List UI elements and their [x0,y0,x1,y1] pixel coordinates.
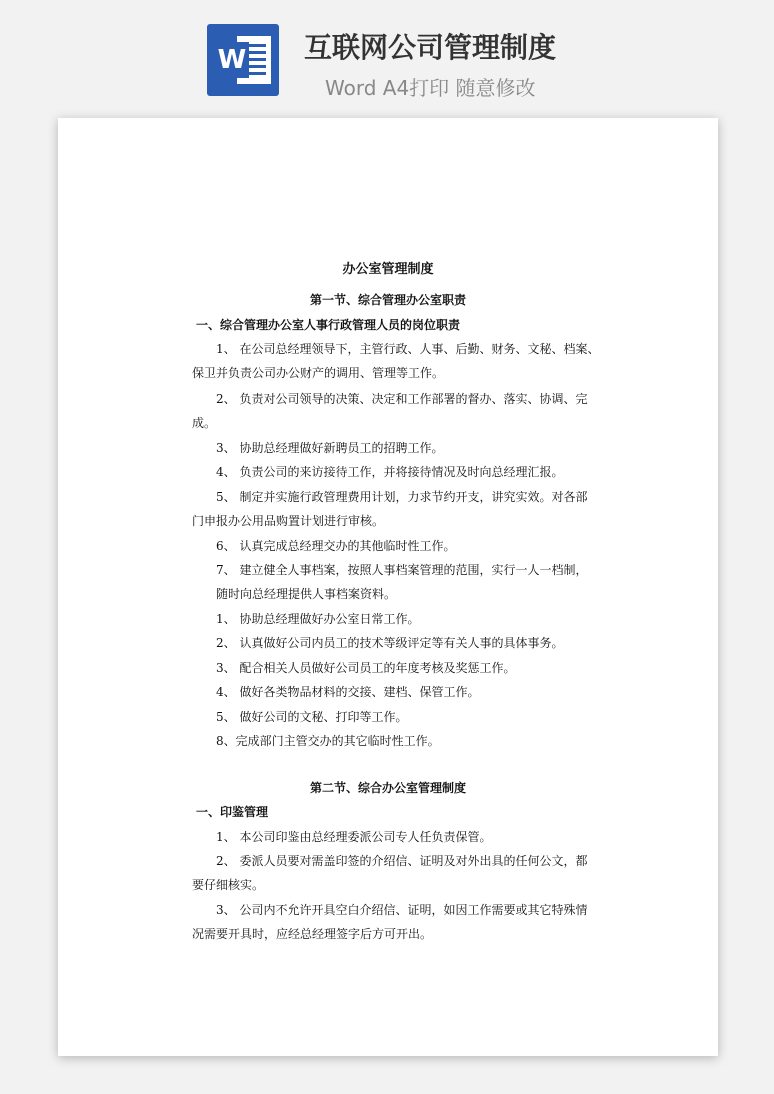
paragraph: 随时向总经理提供人事档案资料。 [216,587,397,601]
paragraph: 保卫并负责公司办公财产的调用、管理等工作。 [192,366,445,380]
paragraph: 8、完成部门主管交办的其它临时性工作。 [216,734,440,748]
page-title: 互联网公司管理制度 [304,31,557,64]
paragraph: 5、 制定并实施行政管理费用计划，力求节约开支，讲究实效。对各部 [216,490,588,504]
header [0,0,774,110]
document-content [58,118,718,1056]
paragraph: 2、 委派人员要对需盖印签的介绍信、证明及对外出具的任何公文，都 [216,854,588,868]
paragraph: 要仔细核实。 [192,878,265,892]
section-2-subheading: 一、印鉴管理 [196,805,269,819]
paragraph: 门申报办公用品购置计划进行审核。 [192,514,385,528]
paragraph: 2、 负责对公司领导的决策、决定和工作部署的督办、落实、协调、完 [216,392,588,406]
section-1-heading: 第一节、综合管理办公室职责 [309,293,466,307]
paragraph: 4、 负责公司的来访接待工作，并将接待情况及时向总经理汇报。 [216,465,564,479]
paragraph: 1、 在公司总经理领导下，主管行政、人事、后勤、财务、文秘、档案、 [216,342,600,356]
page-subtitle: Word A4打印 随意修改 [325,76,536,100]
word-letter: W [215,42,249,78]
document-page [58,118,718,1056]
paragraph: 2、 认真做好公司内员工的技术等级评定等有关人事的具体事务。 [216,636,564,650]
paragraph: 3、 协助总经理做好新聘员工的招聘工作。 [216,441,444,455]
paragraph: 7、 建立健全人事档案，按照人事档案管理的范围，实行一人一档制， [216,563,588,577]
doc-title: 办公室管理制度 [342,262,434,277]
paragraph: 成。 [192,416,217,430]
paragraph: 3、 配合相关人员做好公司员工的年度考核及奖惩工作。 [216,661,516,675]
paragraph: 4、 做好各类物品材料的交接、建档、保管工作。 [216,685,480,699]
paragraph: 1、 协助总经理做好办公室日常工作。 [216,612,420,626]
section-2-heading: 第二节、综合办公室管理制度 [309,781,466,795]
paragraph: 6、 认真完成总经理交办的其他临时性工作。 [216,539,456,553]
paragraph: 3、 公司内不允许开具空白介绍信、证明，如因工作需要或其它特殊情 [216,903,588,917]
paragraph: 1、 本公司印鉴由总经理委派公司专人任负责保管。 [216,830,492,844]
section-1-subheading: 一、综合管理办公室人事行政管理人员的岗位职责 [196,318,461,332]
paragraph: 5、 做好公司的文秘、打印等工作。 [216,710,408,724]
word-icon [207,24,279,96]
paragraph: 况需要开具时，应经总经理签字后方可开出。 [192,927,433,941]
